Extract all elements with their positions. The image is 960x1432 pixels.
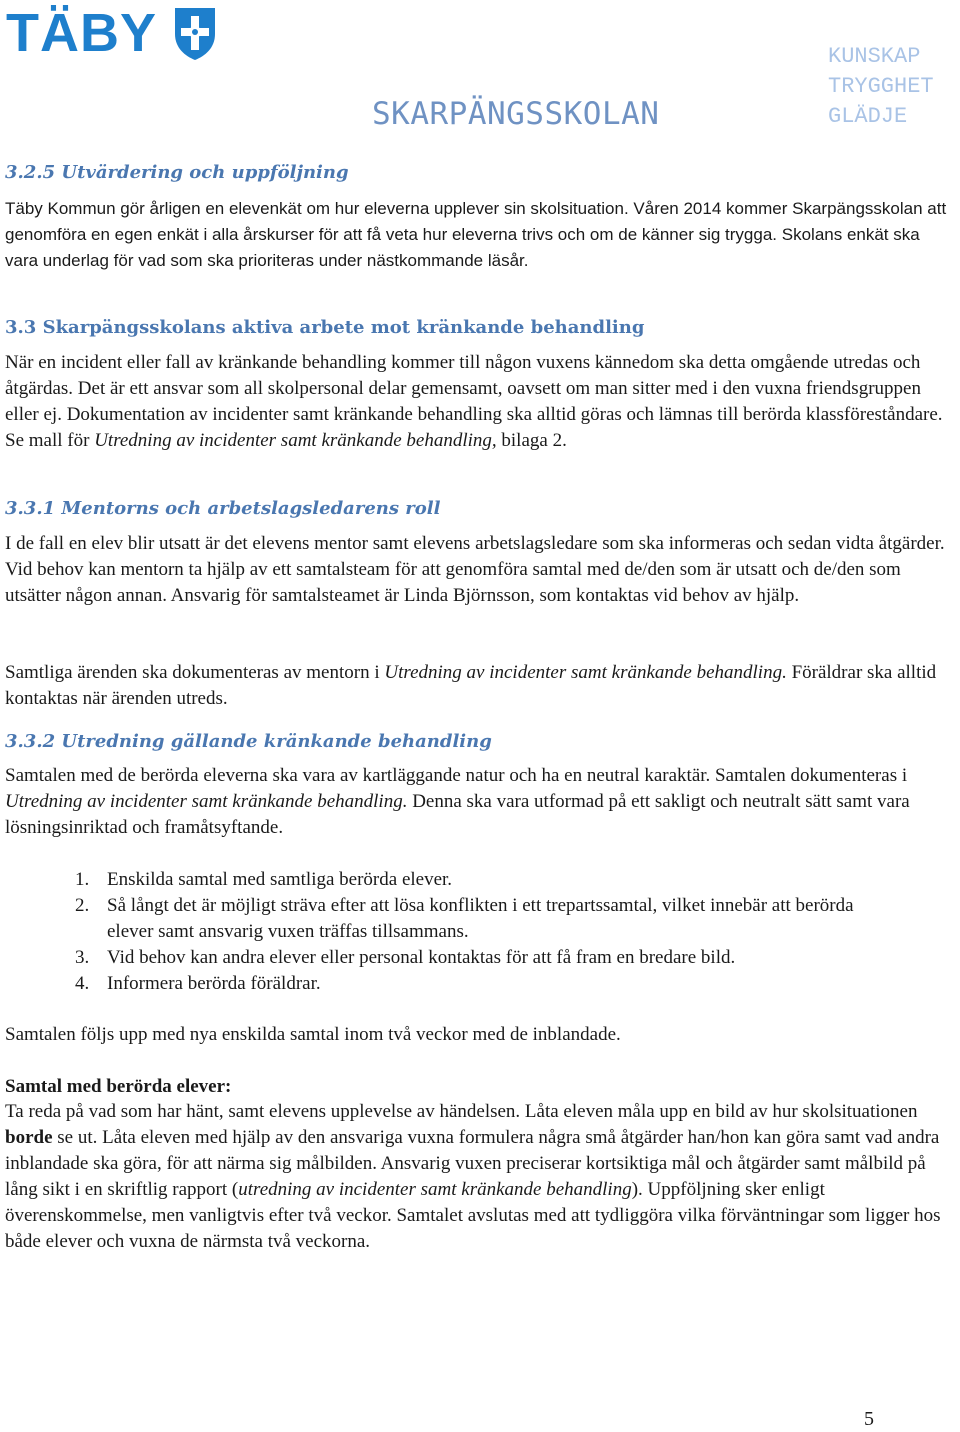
paragraph-text: I de fall en elev blir utsatt är det elevens mentor samt elevens arbetslagsledare som ska informeras och sedan vidta åtgärder. Vid behov kan mentorn ta hjälp av ett samtalsteam för att genomföra samtal med de/den som är utsatt och de/den som utsätter någon annan. Ansvarig för samtalsteamet är Linda Björnsson, som kontaktas vid behov av hjälp.: [5, 533, 945, 606]
school-name: SKARPÄNGSSKOLAN: [372, 96, 660, 132]
list-number: 1.: [75, 869, 90, 890]
paragraph-text: bilaga 2.: [496, 430, 567, 451]
list-item: [75, 971, 895, 997]
paragraph-text: När en incident eller fall av kränkande behandling kommer till någon vuxens kännedom ska detta omgående utredas och åtgärdas. Det är ett ansvar som all skolpersonal delar gemensamt, oavsett om man sitter med i den vuxna friendsgruppen eller ej. Dokumentation av incidenter samt kränkande behandling ska alltid göras och lämnas till berörda klassföreståndare. Se mall för: [5, 352, 943, 451]
paragraph-text: Samtalen med de berörda eleverna ska vara av kartläggande natur och ha en neutral karaktär. Samtalen dokumenteras i: [5, 765, 908, 786]
emphasis-text: borde: [5, 1127, 53, 1148]
shield-cross-icon: [171, 4, 219, 62]
list-item: [75, 893, 895, 945]
taby-logo: [6, 4, 219, 62]
paragraph-mentor-role: [5, 531, 955, 609]
template-reference: utredning av incidenter samt kränkande behandling: [238, 1179, 632, 1200]
paragraph-follow-up: [5, 1022, 955, 1048]
paragraph-investigation: [5, 763, 955, 841]
paragraph-documentation: [5, 660, 955, 712]
template-reference: Utredning av incidenter samt kränkande behandling.: [5, 791, 408, 812]
section-heading-3-3: 3.3 Skarpängsskolans aktiva arbete mot kränkande behandling: [5, 317, 645, 338]
paragraph-text: Samtliga ärenden ska dokumenteras av mentorn i: [5, 662, 385, 683]
paragraph-text: se ut. Låta eleven med hjälp av den ansvariga vuxna formulera några små åtgärder han/hon kan göra samt vad andra inblandade ska göra, för att närma sig målbilden. Ansvarig vuxen preciserar kortsiktiga mål och åtgärder samt målbild på lång sikt i en skriftlig rapport (: [5, 1127, 940, 1200]
paragraph-conversation-details: [5, 1099, 955, 1255]
paragraph-evaluation: [5, 196, 955, 274]
template-reference: Utredning av incidenter samt kränkande behandling.: [384, 662, 787, 683]
paragraph-text: Samtalen följs upp med nya enskilda samtal inom två veckor med de inblandade.: [5, 1024, 621, 1045]
motto-line: TRYGGHET: [828, 74, 934, 99]
paragraph-text: Täby Kommun gör årligen en elevenkät om hur eleverna upplever sin skolsituation. Våren 2014 kommer Skarpängsskolan att genomföra en egen enkät i alla årskurser för att få veta hur eleverna trivs och om de känner sig trygga. Skolans enkät ska vara underlag för vad som ska prioriteras under nästkommande läsår.: [5, 199, 947, 270]
numbered-list: [75, 867, 895, 997]
list-number: 4.: [75, 973, 90, 994]
motto-line: KUNSKAP: [828, 44, 921, 69]
list-text: Så långt det är möjligt sträva efter att lösa konflikten i ett trepartssamtal, vilket innebär att berörda elever samt ansvarig vuxen träffas tillsammans.: [107, 895, 854, 942]
list-number: 3.: [75, 947, 90, 968]
page-number: 5: [864, 1408, 874, 1430]
paragraph-text: Denna ska vara utformad på ett sakligt och neutralt sätt samt vara lösningsinriktad och framåtsyftande.: [5, 791, 910, 838]
subheading-conversations: Samtal med berörda elever:: [5, 1076, 232, 1097]
list-item: [75, 867, 895, 893]
paragraph-text: Ta reda på vad som har hänt, samt elevens upplevelse av händelsen. Låta eleven måla upp en bild av hur skolsituationen: [5, 1101, 918, 1122]
logo-wordmark: TÄBY: [6, 3, 157, 63]
paragraph-text: Föräldrar ska alltid kontaktas när ärenden utreds.: [5, 662, 937, 709]
section-heading-3-2-5: 3.2.5 Utvärdering och uppföljning: [5, 162, 349, 183]
list-text: Vid behov kan andra elever eller personal kontaktas för att få fram en bredare bild.: [107, 947, 736, 968]
list-number: 2.: [75, 895, 90, 916]
motto-line: GLÄDJE: [828, 104, 908, 129]
school-motto: [828, 42, 934, 132]
list-text: Enskilda samtal med samtliga berörda elever.: [107, 869, 453, 890]
paragraph-text: ). Uppföljning sker enligt överenskommelse, men vanligtvis efter två veckor. Samtalet avslutas med att tydliggöra vilka förväntningar som ligger hos både elever och vuxna de närmsta två veckorna.: [5, 1179, 941, 1252]
section-heading-3-3-1: 3.3.1 Mentorns och arbetslagsledarens roll: [5, 498, 441, 519]
list-text: Informera berörda föräldrar.: [107, 973, 321, 994]
paragraph-active-work: [5, 350, 955, 454]
template-reference: Utredning av incidenter samt kränkande behandling,: [94, 430, 497, 451]
section-heading-3-3-2: 3.3.2 Utredning gällande kränkande behandling: [5, 731, 492, 752]
list-item: [75, 945, 895, 971]
